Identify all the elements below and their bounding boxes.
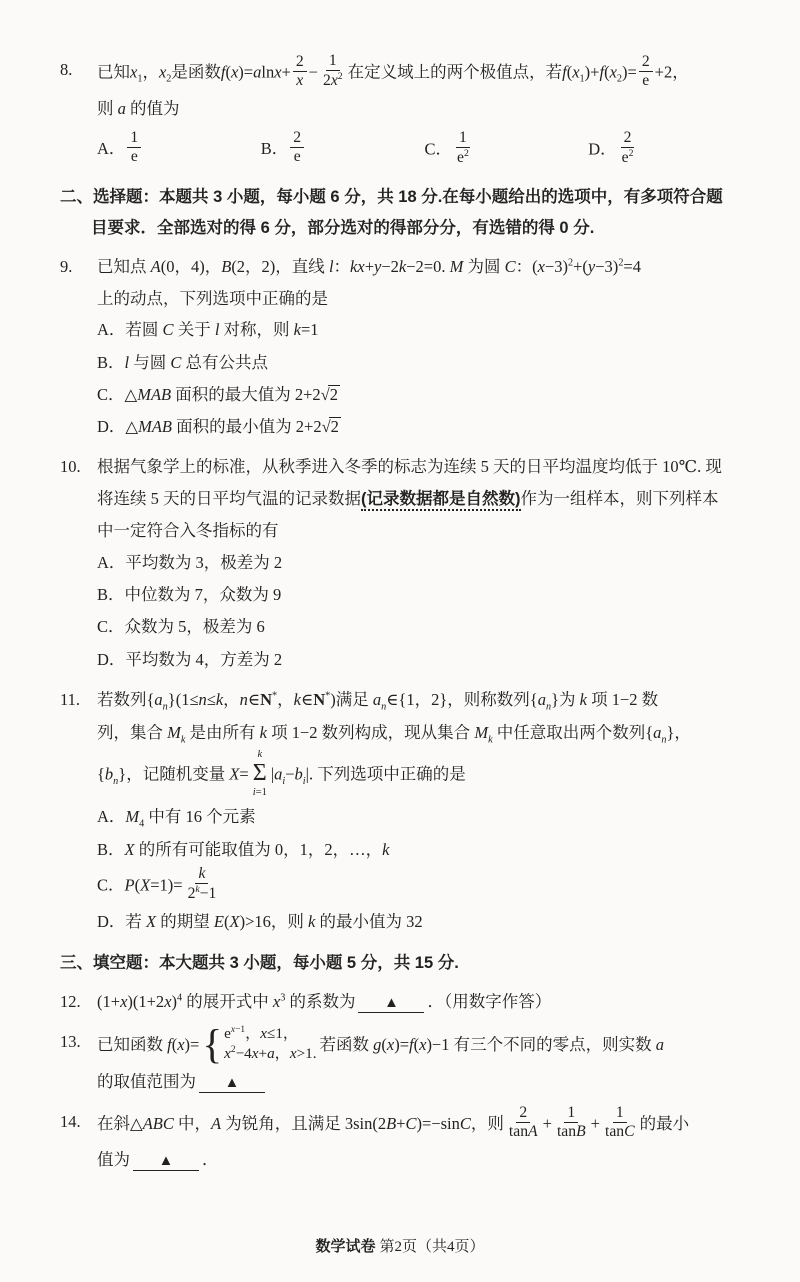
question-line: $(1+x)(1+2x)^4$ 的展开式中 $x^3$ 的系数为 ▲ ．（用数字作答）: [97, 986, 752, 1018]
heading-line: 目要求．全部选对的得 6 分，部分选对的得部分分，有选错的得 0 分.: [91, 218, 595, 237]
answer-blank: ▲: [358, 995, 424, 1013]
option: A． $\frac{1}{e}$: [97, 131, 261, 170]
option: B．中位数为 7，众数为 9: [97, 585, 282, 605]
question: [60, 251, 752, 443]
question-line: 则 a 的值为: [97, 99, 180, 119]
option: D． $\frac{2}{e^2}$: [588, 131, 752, 170]
section-heading: [60, 182, 752, 243]
fraction: $\frac{1}{e^2}$: [457, 128, 469, 167]
option: B． $\frac{2}{e}$: [261, 131, 425, 170]
question-body: [97, 54, 752, 172]
question: [60, 1103, 752, 1176]
question-number: 8.: [60, 60, 73, 79]
square-root: √2: [321, 416, 339, 436]
fraction: $\frac{2}{e}$: [639, 53, 653, 91]
question-line: 中一定符合入冬指标的有: [97, 521, 279, 541]
summation: k Σ i=1: [252, 748, 267, 798]
question-line: 列，集合 $M_k$ 是由所有 k 项 1−2 数列构成，现从集合 $M_k$ 中任意取出两个数列$\{a_n\}$，: [97, 722, 691, 746]
question-line: 值为 ▲ ．: [97, 1144, 752, 1176]
option: D．△MAB 面积的最小值为 2+2√2: [97, 416, 339, 436]
fraction: $\frac{2}{\tan A}$: [508, 1103, 538, 1141]
option: B．l 与圆 C 总有公共点: [97, 352, 268, 372]
question-line: 根据气象学上的标准，从秋季进入冬季的标志为连续 5 天的日平均温度均低于 10℃. 现: [97, 457, 722, 477]
question-number: 12.: [60, 992, 81, 1012]
option: C． $\frac{1}{e^2}$: [425, 131, 589, 170]
square-root: √2: [320, 384, 338, 404]
answer-blank: ▲: [199, 1075, 265, 1093]
question: [60, 54, 752, 172]
emphasized-text: (记录数据都是自然数): [361, 490, 521, 511]
question-number: 9.: [60, 257, 73, 277]
question: [60, 986, 752, 1018]
fraction: $\frac{1}{2x^2}$: [322, 52, 343, 90]
footer-page-indicator: 第2页（共4页）: [379, 1239, 485, 1255]
fraction: $\frac{1}{\tan B}$: [556, 1103, 586, 1141]
question-line: 在斜△ABC 中，A 为锐角，且满足 3sin(2B+C)=−sinC，则 $\frac{2}{\tan A}$ + $\frac{1}{\tan B}$ + $\frac{1}{\tan C}$ 的最小: [97, 1103, 690, 1141]
question-line: 将连续 5 天的日平均气温的记录数据(记录数据都是自然数)作为一组样本，则下列样本: [97, 483, 752, 516]
question-body: [97, 986, 752, 1018]
option: A．$M_4$ 中有 16 个元素: [97, 807, 256, 830]
question-line: 已知点 A(0，4)，B(2，2)，直线 l：kx+y−2k−2=0. M 为圆 C：$(x-3)^2+(y-3)^2=4$: [97, 257, 641, 277]
question-line: 已知函数 f(x)= { $e^{x-1}$，x≤1， $x^2-4x+a$，x>1. 若函数 g(x)=f(x)−1 有三个不同的零点，则实数 a: [97, 1020, 664, 1067]
piecewise-function: { $e^{x-1}$，x≤1， $x^2-4x+a$，x>1.: [202, 1020, 317, 1067]
option: D．平均数为 4，方差为 2: [97, 649, 283, 669]
heading-line: 三、填空题：本大题共 3 小题，每小题 5 分，共 15 分.: [60, 953, 459, 972]
fraction: $\frac{2}{e^2}$: [621, 128, 634, 167]
fraction: $\frac{k}{2^k-1}$: [187, 864, 217, 903]
fraction: $\frac{1}{e}$: [127, 129, 141, 167]
question-line: 若数列$\{a_n\}(1\le n\le k$，n∈N*，k∈N*)满足 $a_n\in\{1$，2}，则称数列$\{a_n\}$为 k 项 1−2 数: [97, 689, 659, 713]
section-heading: [60, 948, 752, 979]
question-body: [97, 684, 752, 938]
question-number: 11.: [60, 689, 81, 709]
question-number: 13.: [60, 1032, 81, 1052]
question-number: 10.: [60, 457, 81, 477]
question-line: $\{b_n\}$，记随机变量 X= k Σ i=1 $|a_i-b_i|$. 下列选项中正确的是: [97, 748, 466, 798]
fraction: $\frac{2}{x}$: [293, 53, 307, 91]
question: [60, 451, 752, 676]
question-body: [97, 451, 752, 676]
option: C．△MAB 面积的最大值为 2+2√2: [97, 384, 338, 404]
question-line: 已知$x_1$，$x_2$是函数f(x)=alnx+ $\frac{2}{x}$ − $\frac{1}{2x^2}$ 在定义域上的两个极值点，若$f(x_1)+f(x_2)=$ $\frac{2}{e}$ +2，: [97, 52, 689, 90]
answer-blank: ▲: [133, 1153, 199, 1171]
option: C．众数为 5，极差为 6: [97, 617, 265, 637]
fraction: $\frac{2}{e}$: [290, 129, 304, 167]
question: [60, 1020, 752, 1098]
option: A．平均数为 3，极差为 2: [97, 553, 283, 573]
option: D．若 X 的期望 E(X)>16，则 k 的最小值为 32: [97, 911, 423, 931]
question-number: 14.: [60, 1111, 81, 1131]
options-row: [97, 128, 752, 170]
question-body: [97, 251, 752, 443]
question-body: [97, 1103, 752, 1176]
option: B．X 的所有可能取值为 0，1，2，…，k: [97, 840, 390, 860]
question-line: 的取值范围为 ▲: [97, 1066, 752, 1098]
heading-line: 二、选择题：本题共 3 小题，每小题 6 分，共 18 分.在每小题给出的选项中，有多项符合题: [60, 188, 723, 207]
footer-doc-title: 数学试卷: [315, 1238, 376, 1255]
option: C．P(X=1)= $\frac{k}{2^k-1}$: [97, 867, 752, 906]
page-footer: [0, 1235, 800, 1256]
question-body: [97, 1020, 752, 1098]
option: A．若圆 C 关于 l 对称，则 k=1: [97, 320, 319, 340]
fraction: $\frac{1}{\tan C}$: [604, 1103, 635, 1141]
question-line: 上的动点，下列选项中正确的是: [97, 288, 328, 308]
question: [60, 684, 752, 938]
